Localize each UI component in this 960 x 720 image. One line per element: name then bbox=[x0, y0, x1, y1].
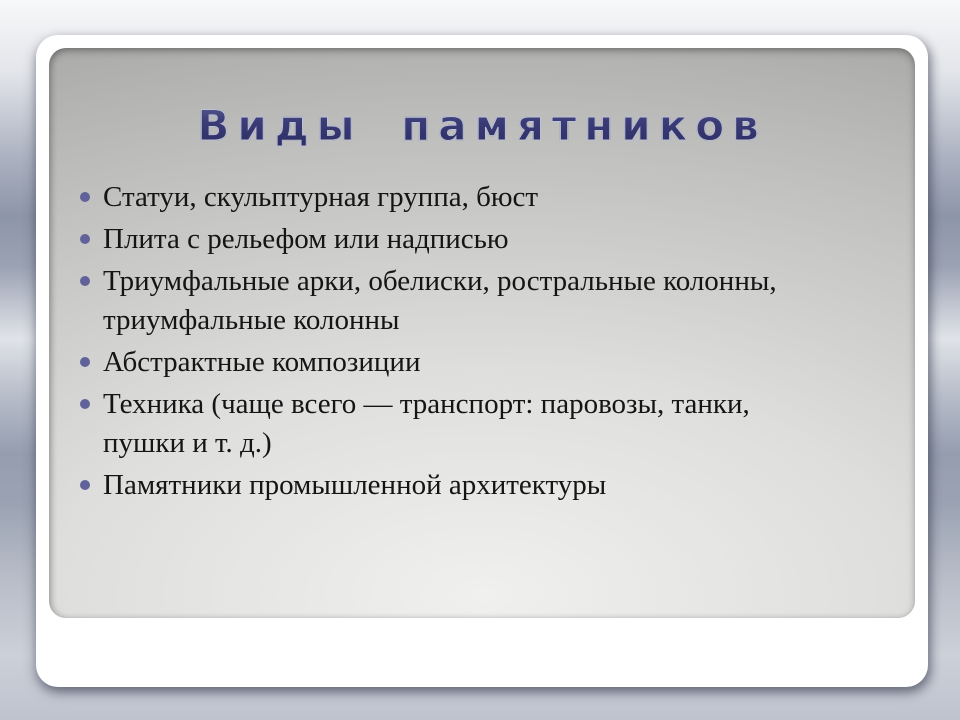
bullet-dot-icon bbox=[80, 480, 90, 490]
bullet-item bbox=[77, 343, 831, 382]
bullet-item bbox=[77, 178, 831, 217]
bullet-text: Техника (чаще всего — транспорт: паровозы, танки, пушки и т. д.) bbox=[103, 388, 750, 460]
bullet-dot-icon bbox=[80, 234, 90, 244]
bullet-text: Плита с рельефом или надписью bbox=[103, 223, 509, 256]
slide-title: Виды памятников bbox=[49, 48, 915, 150]
bullet-list bbox=[49, 178, 915, 505]
bullet-dot-icon bbox=[80, 192, 90, 202]
bullet-item bbox=[77, 262, 831, 340]
bullet-item bbox=[77, 385, 831, 463]
bullet-item bbox=[77, 220, 831, 259]
bullet-text: Статуи, скульптурная группа, бюст bbox=[103, 181, 539, 214]
slide-card bbox=[36, 35, 928, 687]
slide-content-panel bbox=[49, 48, 915, 618]
bullet-text: Триумфальные арки, обелиски, ростральные колонны, триумфальные колонны bbox=[103, 265, 777, 337]
bullet-dot-icon bbox=[80, 357, 90, 367]
bullet-text: Памятники промышленной архитектуры bbox=[103, 469, 607, 502]
bullet-dot-icon bbox=[80, 276, 90, 286]
bullet-text: Абстрактные композиции bbox=[103, 346, 421, 379]
bullet-dot-icon bbox=[80, 399, 90, 409]
bullet-item bbox=[77, 466, 831, 505]
